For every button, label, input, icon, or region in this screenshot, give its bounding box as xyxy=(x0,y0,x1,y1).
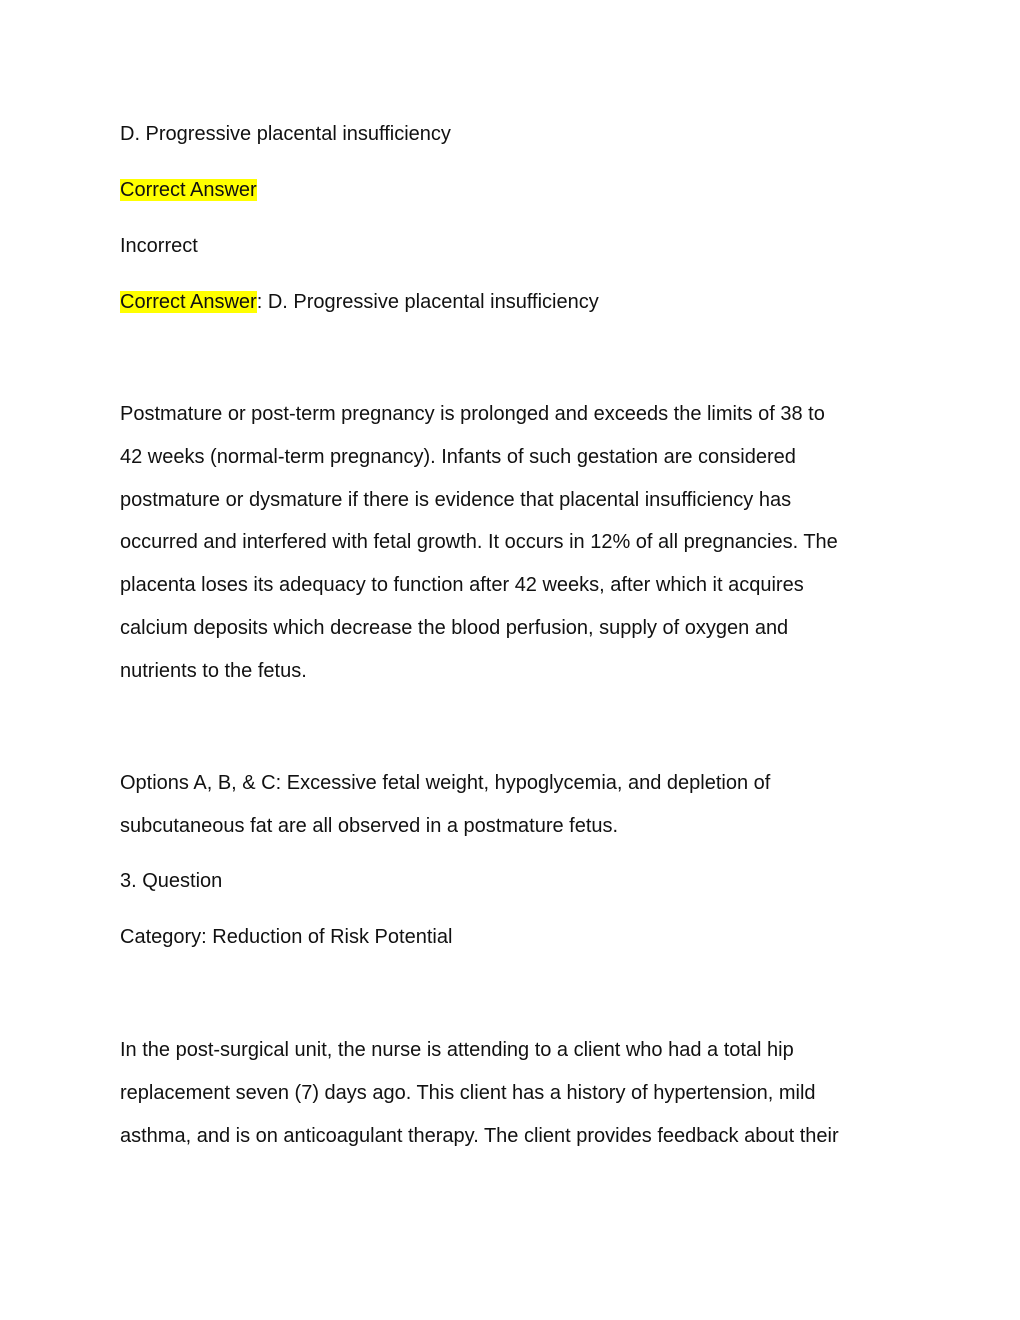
result-status: Incorrect xyxy=(120,235,198,257)
explanation-paragraph xyxy=(120,401,910,701)
explanation-line: nutrients to the fetus. xyxy=(120,659,307,682)
correct-answer-line-text: : D. Progressive placental insufficiency xyxy=(256,291,599,313)
explanation-line: placenta loses its adequacy to function after 42 weeks, after which it acquires xyxy=(120,574,804,597)
options-line: subcutaneous fat are all observed in a postmature fetus. xyxy=(120,814,619,837)
explanation-line: 42 weeks (normal-term pregnancy). Infants of such gestation are considered xyxy=(120,445,796,468)
correct-answer-line-label: Correct Answer xyxy=(120,291,257,313)
question-line: replacement seven (7) days ago. This client has a history of hypertension, mild xyxy=(120,1081,816,1104)
answer-option: D. Progressive placental insufficiency xyxy=(120,123,451,145)
options-line: Options A, B, & C: Excessive fetal weight, hypoglycemia, and depletion of xyxy=(120,772,771,794)
question-category: Category: Reduction of Risk Potential xyxy=(120,926,453,948)
correct-answer-label xyxy=(120,177,257,203)
explanation-line: occurred and interfered with fetal growth. It occurs in 12% of all pregnancies. The xyxy=(120,531,838,554)
question-line: asthma, and is on anticoagulant therapy. The client provides feedback about their xyxy=(120,1124,839,1147)
correct-answer-line xyxy=(120,289,599,315)
correct-answer-highlight: Correct Answer xyxy=(120,179,257,201)
question-line: In the post-surgical unit, the nurse is attending to a client who had a total hip xyxy=(120,1039,794,1061)
question-paragraph xyxy=(120,1037,910,1165)
explanation-line: postmature or dysmature if there is evidence that placental insufficiency has xyxy=(120,488,792,511)
explanation-line: calcium deposits which decrease the blood perfusion, supply of oxygen and xyxy=(120,616,789,639)
options-paragraph xyxy=(120,770,910,856)
question-heading: 3. Question xyxy=(120,870,223,892)
explanation-line: Postmature or post-term pregnancy is prolonged and exceeds the limits of 38 to xyxy=(120,403,825,425)
